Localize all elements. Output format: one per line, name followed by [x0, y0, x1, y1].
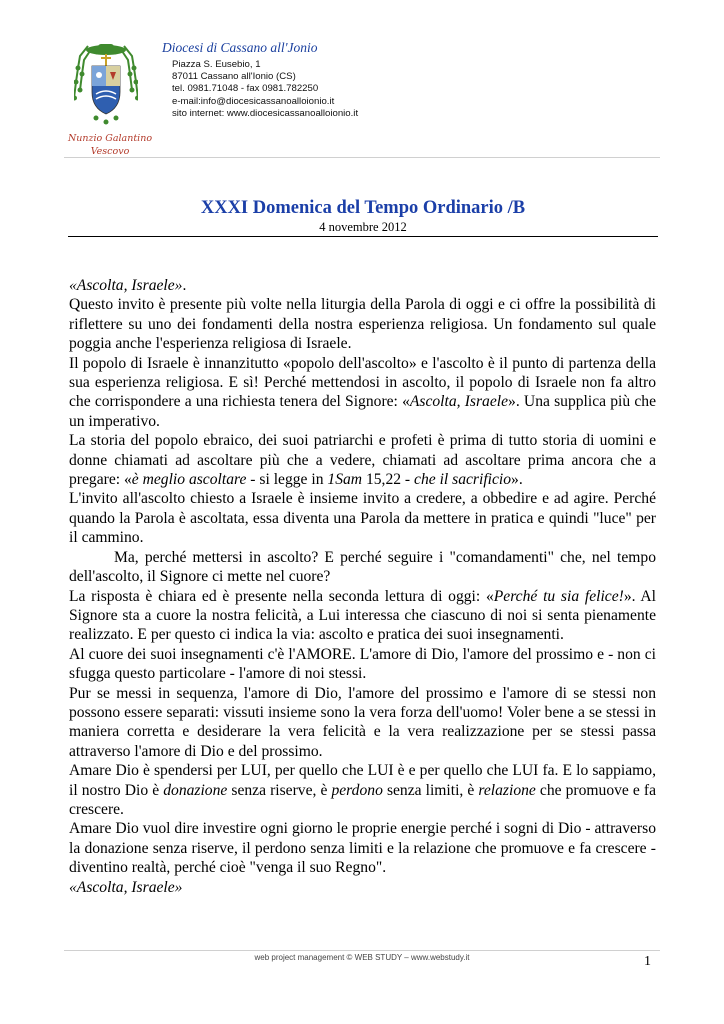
address-line-1: Piazza S. Eusebio, 1	[172, 59, 261, 70]
paragraph-7	[69, 587, 656, 645]
emphasis-italic: relazione	[478, 781, 536, 799]
text-span: 15,22 -	[362, 471, 415, 489]
paragraph-1	[69, 276, 656, 295]
paragraph-11: Amare Dio vuol dire investire ogni giorno le proprie energie perché i sogni di Dio - attraverso la donazione senza riserve, il perdono senza limiti e la relazione che promuove e fa crescere - diventino realtà, perché cioè "venga il suo Regno".	[69, 820, 656, 877]
text-span: Il popolo di Israele è innanzitutto «popolo dell'ascolto» e l'ascolto è il punto di partenza della sua esperienza religiosa. E sì! Perché mettendosi in ascolto, il popolo di Israele non fa altro che corrispondere a una richiesta tenera del Signore: «	[69, 354, 656, 411]
homily-body	[69, 276, 656, 897]
letterhead-address	[172, 59, 358, 120]
paragraph-12	[69, 878, 656, 897]
text-span: che promuove e fa crescere.	[69, 781, 657, 818]
text-span: La risposta è chiara ed è presente nella seconda lettura di oggi: «	[69, 587, 494, 605]
emphasis-italic: donazione	[163, 781, 228, 799]
text-span: .	[182, 277, 187, 294]
paragraph-10	[69, 761, 656, 819]
quote-italic: Perché tu sia felice!	[493, 587, 624, 605]
text-span: senza riserve, è	[227, 781, 332, 799]
text-span: senza limiti, è	[382, 781, 479, 799]
emphasis-italic: perdono	[331, 781, 383, 799]
title-divider	[68, 236, 658, 237]
paragraph-6: Ma, perché mettersi in ascolto? E perché seguire i "comandamenti" che, nel tempo dell'ascolto, il Signore ci mette nel cuore?	[69, 548, 656, 586]
document-title: XXXI Domenica del Tempo Ordinario /B	[200, 198, 526, 218]
diocese-name: Diocesi di Cassano all'Jonio	[162, 40, 318, 55]
bishop-title: Vescovo	[90, 146, 130, 157]
page-number: 1	[644, 954, 651, 969]
quote-italic: Ascolta, Israele	[409, 393, 509, 411]
text-span: ».	[511, 471, 523, 489]
footer-divider	[64, 950, 660, 951]
bishop-signature	[60, 132, 160, 158]
text-span: ». Al Signore sta a cuore la nostra felicità, a Lui interessa che ciascuno di noi si senta pienamente realizzato. E per questo ci indica la via: ascolto e pratica dei suoi insegnamenti.	[69, 587, 656, 644]
quote-italic: «Ascolta, Israele»	[69, 878, 183, 896]
reference-italic: 1Sam	[327, 471, 363, 489]
coat-of-arms-icon	[74, 42, 138, 126]
paragraph-3	[69, 354, 656, 432]
text-span: La storia del popolo ebraico, dei suoi patriarchi e profeti è prima di tutto storia di uomini e donne chiamati ad ascoltare più che a vedere, chiamati ad ascoltare prima ancora che a pregare: «	[69, 432, 656, 489]
quote-italic: che il sacrificio	[414, 471, 512, 489]
website-address: sito internet: www.diocesicassanoalloionio.it	[172, 107, 359, 119]
address-line-2: 87011 Cassano all'Ionio (CS)	[172, 71, 296, 83]
footer-credit: web project management © WEB STUDY – www.webstudy.it	[254, 953, 470, 962]
paragraph-2: Questo invito è presente più volte nella liturgia della Parola di oggi e ci offre la possibilità di riflettere su uno dei fondamenti della nostra esperienza religiosa. Un fondamento sul quale poggia anche l'esperienza religiosa di Israele.	[69, 296, 656, 353]
paragraph-8: Al cuore dei suoi insegnamenti c'è l'AMORE. L'amore di Dio, l'amore del prossimo e - non ci sfugga questo particolare - l'amore di noi stessi.	[69, 645, 656, 683]
document-date: 4 novembre 2012	[319, 220, 407, 234]
quote-italic: «Ascolta, Israele»	[69, 277, 183, 294]
paragraph-4	[69, 431, 656, 489]
paragraph-9: Pur se messi in sequenza, l'amore di Dio, l'amore del prossimo e l'amore di se stessi non possono essere separati: vissuti insieme sono la vera forza dell'uomo! Voler bene a se stessi in maniera corretta e desiderare la vera felicità e la vera realizzazione per se stessi passa attraverso l'amore di Dio e del prossimo.	[69, 684, 656, 760]
phone-fax: tel. 0981.71048 - fax 0981.782250	[172, 83, 319, 95]
text-span: Amare Dio è spendersi per LUI, per quello che LUI è e per quello che LUI fa. E lo sappiamo, il nostro Dio è	[69, 762, 656, 799]
email-address: e-mail:info@diocesicassanoalloionio.it	[172, 95, 335, 107]
text-span: ». Una supplica più che un imperativo.	[69, 393, 656, 430]
bishop-name: Nunzio Galantino	[67, 133, 153, 144]
quote-italic: è meglio ascoltare	[131, 471, 247, 489]
header-divider	[64, 157, 660, 158]
paragraph-5: L'invito all'ascolto chiesto a Israele è insieme invito a credere, a obbedire e ad agire. Perché quando la Parola è ascoltata, essa diventa una Parola da mettere in pratica e quindi "luce" per il cammino.	[69, 490, 656, 547]
text-span: - si legge in	[246, 471, 328, 489]
